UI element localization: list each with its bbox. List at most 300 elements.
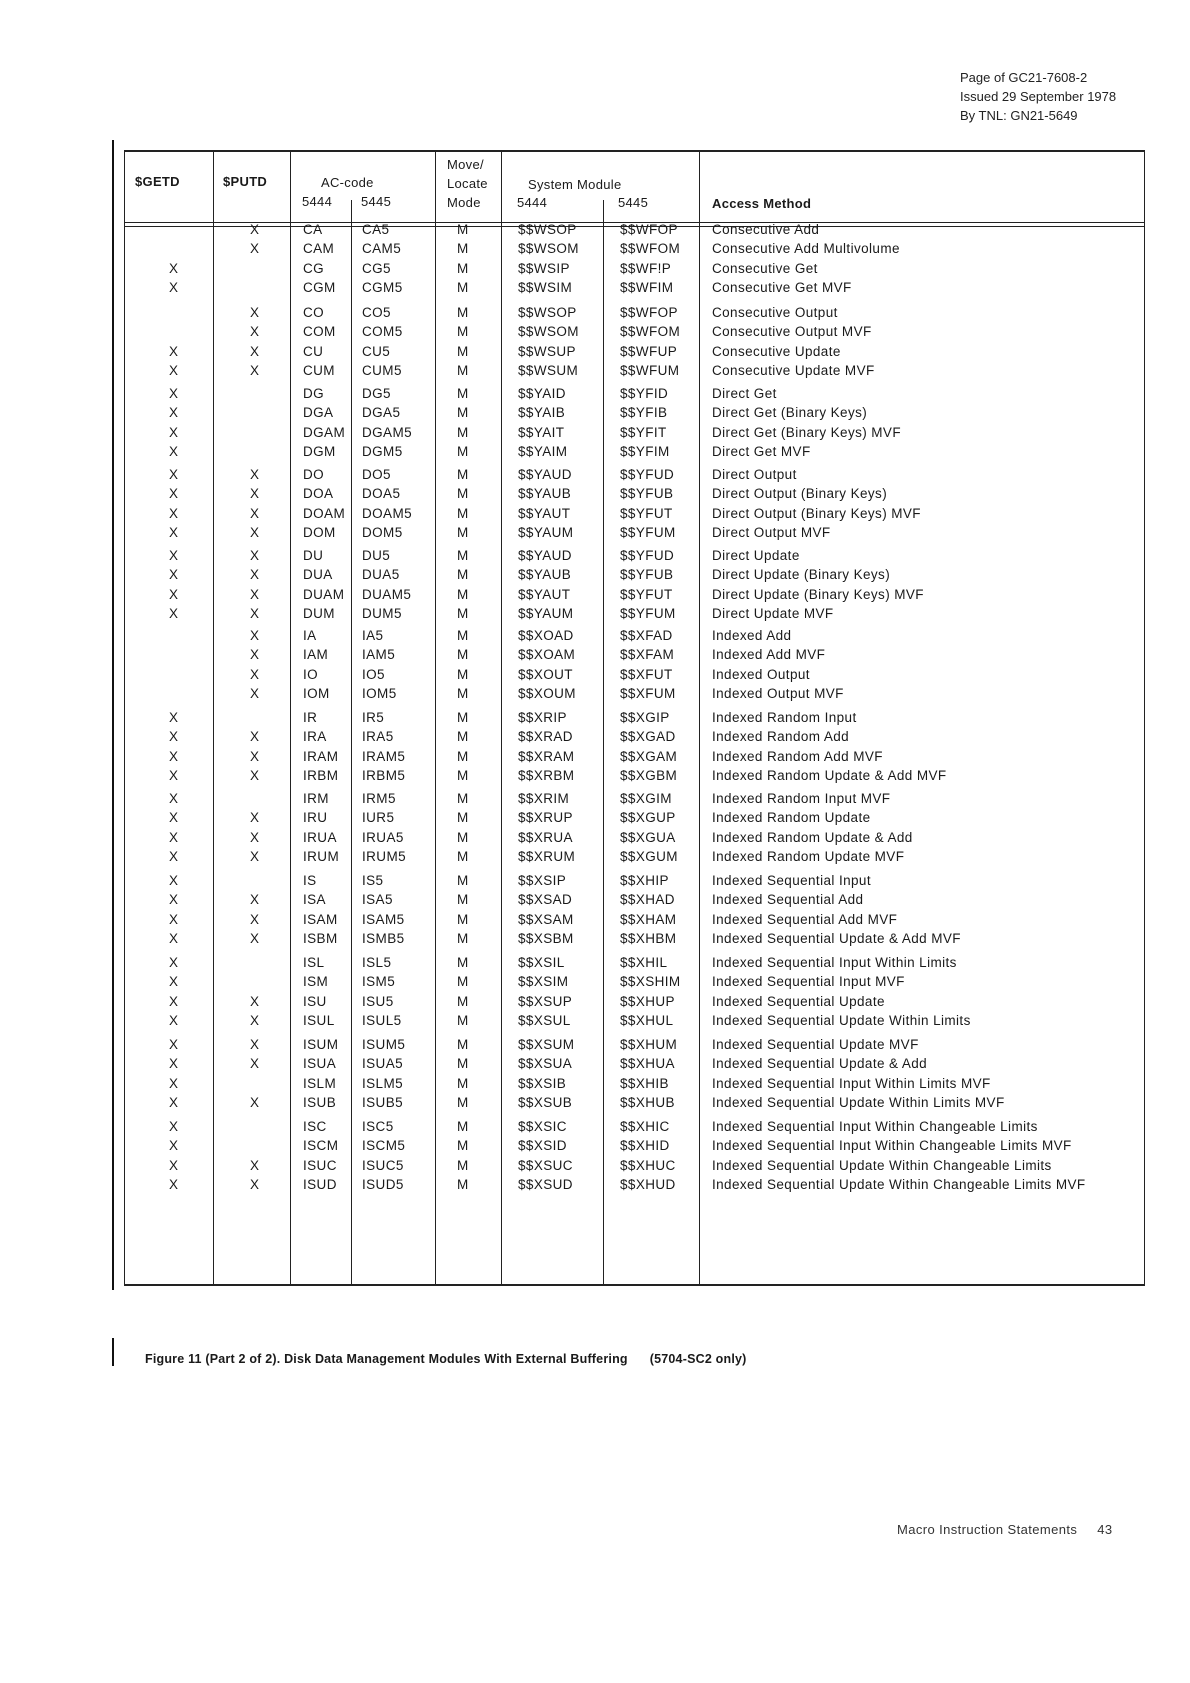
- mode-cell: M: [457, 1012, 469, 1028]
- ac-5445-cell: COM5: [362, 324, 403, 340]
- mode-cell: M: [457, 386, 469, 401]
- mode-cell: M: [457, 505, 469, 521]
- row-group: [125, 873, 1146, 950]
- mode-cell: M: [457, 241, 469, 257]
- getd-cell: X: [169, 279, 179, 295]
- mode-cell: M: [457, 1094, 469, 1110]
- module-5444-cell: $$YAUT: [518, 586, 571, 602]
- module-5444-cell: $$XOUT: [518, 666, 573, 682]
- table-row: [125, 344, 1146, 363]
- mode-cell: M: [457, 524, 469, 540]
- ac-5445-cell: ISAM5: [362, 911, 405, 927]
- module-5445-cell: $$XHUL: [620, 1012, 674, 1028]
- module-5445-cell: $$XHIB: [620, 1075, 669, 1091]
- table-row: [125, 830, 1146, 849]
- module-5444-cell: $$YAID: [518, 386, 566, 401]
- ac-5444-cell: IS: [303, 873, 317, 888]
- ac-5445-cell: ISUC5: [362, 1157, 404, 1173]
- module-5445-cell: $$XHIP: [620, 873, 669, 888]
- mode-cell: M: [457, 279, 469, 295]
- access-method-cell: Direct Output (Binary Keys) MVF: [712, 505, 921, 521]
- access-method-cell: Indexed Sequential Add MVF: [712, 911, 898, 927]
- module-5445-cell: $$WF!P: [620, 260, 672, 276]
- mode-cell: M: [457, 873, 469, 888]
- row-group: [125, 222, 1146, 299]
- module-5445-cell: $$YFUB: [620, 567, 674, 583]
- module-5444-cell: $$YAUD: [518, 548, 572, 563]
- module-5445-cell: $$XGIM: [620, 791, 672, 806]
- ac-5445-cell: IOM5: [362, 685, 397, 701]
- access-method-cell: Indexed Random Update: [712, 810, 871, 826]
- access-method-cell: Indexed Random Update & Add MVF: [712, 767, 947, 783]
- ac-5445-cell: DOAM5: [362, 505, 413, 521]
- ac-5444-cell: DOA: [303, 486, 334, 502]
- ac-5444-cell: ISUM: [303, 1037, 339, 1052]
- module-5445-cell: $$XHUM: [620, 1037, 678, 1052]
- putd-cell: X: [250, 748, 260, 764]
- module-5445-cell: $$XGIP: [620, 710, 670, 725]
- table-row: [125, 486, 1146, 505]
- getd-cell: X: [169, 810, 179, 826]
- module-5444-cell: $$YAUD: [518, 467, 572, 482]
- module-5444-cell: $$XSUL: [518, 1012, 571, 1028]
- getd-cell: X: [169, 586, 179, 602]
- mode-cell: M: [457, 324, 469, 340]
- ac-5445-cell: CU5: [362, 343, 391, 359]
- module-5444-cell: $$YAUM: [518, 605, 574, 621]
- ac-5445-cell: DUA5: [362, 567, 400, 583]
- ac-5444-cell: DGAM: [303, 424, 346, 440]
- ac-5445-cell: IRUA5: [362, 829, 404, 845]
- table-row: [125, 405, 1146, 424]
- access-method-cell: Indexed Sequential Input Within Limits: [712, 955, 957, 970]
- module-5445-cell: $$XHUP: [620, 993, 675, 1009]
- header-system-module: System Module: [528, 177, 622, 192]
- module-5444-cell: $$WSOM: [518, 324, 579, 340]
- table-row: [125, 667, 1146, 686]
- access-method-cell: Indexed Sequential Input Within Changeable Limits MVF: [712, 1138, 1072, 1154]
- module-5444-cell: $$XRAD: [518, 729, 573, 745]
- ac-5445-cell: DGAM5: [362, 424, 413, 440]
- ac-5444-cell: IRBM: [303, 767, 339, 783]
- access-method-cell: Indexed Sequential Update Within Changeable Limits MVF: [712, 1176, 1086, 1192]
- module-5445-cell: $$XFAM: [620, 647, 675, 663]
- module-5444-cell: $$WSOP: [518, 305, 577, 320]
- module-5444-cell: $$XSUM: [518, 1037, 575, 1052]
- module-5445-cell: $$YFUD: [620, 467, 675, 482]
- row-group: [125, 1119, 1146, 1196]
- getd-cell: X: [169, 791, 179, 806]
- getd-cell: X: [169, 1138, 179, 1154]
- mode-cell: M: [457, 748, 469, 764]
- ac-5445-cell: IO5: [362, 666, 385, 682]
- mode-cell: M: [457, 1119, 469, 1134]
- ac-5444-cell: ISBM: [303, 930, 338, 946]
- module-5445-cell: $$XGUA: [620, 829, 676, 845]
- module-5444-cell: $$XRAM: [518, 748, 575, 764]
- module-5444-cell: $$XRUA: [518, 829, 573, 845]
- access-method-cell: Consecutive Update: [712, 343, 841, 359]
- ac-5445-cell: ISC5: [362, 1119, 394, 1134]
- table-row: [125, 647, 1146, 666]
- putd-cell: X: [250, 241, 260, 257]
- module-5444-cell: $$WSUM: [518, 362, 579, 378]
- mode-cell: M: [457, 260, 469, 276]
- getd-cell: X: [169, 362, 179, 378]
- ac-5444-cell: ISAM: [303, 911, 338, 927]
- access-method-cell: Consecutive Get MVF: [712, 279, 852, 295]
- table-row: [125, 729, 1146, 748]
- module-5445-cell: $$YFUD: [620, 548, 675, 563]
- table-row: [125, 1138, 1146, 1157]
- module-5444-cell: $$YAIM: [518, 443, 568, 459]
- getd-cell: X: [169, 1075, 179, 1091]
- getd-cell: X: [169, 1119, 179, 1134]
- access-method-cell: Indexed Sequential Input: [712, 873, 871, 888]
- ac-5444-cell: ISC: [303, 1119, 327, 1134]
- access-method-cell: Indexed Output: [712, 666, 810, 682]
- access-method-cell: Direct Update MVF: [712, 605, 834, 621]
- ac-5444-cell: IRA: [303, 729, 327, 745]
- ac-5444-cell: DUA: [303, 567, 333, 583]
- module-5444-cell: $$XRIM: [518, 791, 570, 806]
- access-method-cell: Direct Get (Binary Keys) MVF: [712, 424, 901, 440]
- page-reference: Page of GC21-7608-2: [960, 70, 1088, 85]
- module-5445-cell: $$XHIC: [620, 1119, 670, 1134]
- header-locate: Locate: [447, 176, 488, 191]
- ac-5445-cell: ISUB5: [362, 1094, 404, 1110]
- ac-5445-cell: IRA5: [362, 729, 394, 745]
- ac-5445-cell: IRM5: [362, 791, 396, 806]
- header-mode: Mode: [447, 195, 481, 210]
- header-getd: $GETD: [135, 174, 180, 189]
- ac-5444-cell: ISUB: [303, 1094, 337, 1110]
- row-group: [125, 1037, 1146, 1114]
- getd-cell: X: [169, 605, 179, 621]
- ac-5445-cell: ISL5: [362, 955, 392, 970]
- ac-5444-cell: IRU: [303, 810, 328, 826]
- table-row: [125, 749, 1146, 768]
- access-method-cell: Direct Output (Binary Keys): [712, 486, 888, 502]
- module-5444-cell: $$WSIM: [518, 279, 573, 295]
- access-method-cell: Indexed Sequential Update MVF: [712, 1037, 919, 1052]
- ac-5444-cell: DG: [303, 386, 325, 401]
- table-row: [125, 548, 1146, 567]
- getd-cell: X: [169, 1094, 179, 1110]
- tnl-reference: By TNL: GN21-5649: [960, 108, 1078, 123]
- getd-cell: X: [169, 1056, 179, 1072]
- ac-5445-cell: CGM5: [362, 279, 403, 295]
- getd-cell: X: [169, 955, 179, 970]
- access-method-cell: Indexed Sequential Add: [712, 892, 864, 908]
- table-row: [125, 1056, 1146, 1075]
- getd-cell: X: [169, 748, 179, 764]
- table-row: [125, 974, 1146, 993]
- table-row: [125, 892, 1146, 911]
- module-5445-cell: $$YFUB: [620, 486, 674, 502]
- table-row: [125, 324, 1146, 343]
- getd-cell: X: [169, 911, 179, 927]
- module-5444-cell: $$XSUB: [518, 1094, 573, 1110]
- ac-5445-cell: ISCM5: [362, 1138, 406, 1154]
- ac-5444-cell: IOM: [303, 685, 330, 701]
- access-method-cell: Indexed Sequential Update Within Limits MVF: [712, 1094, 1005, 1110]
- ac-5445-cell: ISA5: [362, 892, 393, 908]
- issue-date: Issued 29 September 1978: [960, 89, 1117, 104]
- getd-cell: X: [169, 567, 179, 583]
- module-5445-cell: $$XGUP: [620, 810, 676, 826]
- mode-cell: M: [457, 628, 469, 643]
- putd-cell: X: [250, 911, 260, 927]
- access-method-cell: Consecutive Get: [712, 260, 818, 276]
- access-method-cell: Indexed Random Input MVF: [712, 791, 891, 806]
- getd-cell: X: [169, 260, 179, 276]
- module-5445-cell: $$YFIB: [620, 405, 668, 421]
- module-5445-cell: $$XSHIM: [620, 974, 681, 990]
- module-5444-cell: $$YAUB: [518, 567, 572, 583]
- ac-5445-cell: DG5: [362, 386, 391, 401]
- getd-cell: X: [169, 829, 179, 845]
- module-5444-cell: $$XSIP: [518, 873, 567, 888]
- row-group: [125, 628, 1146, 705]
- table-row: [125, 444, 1146, 463]
- module-5445-cell: $$XFUM: [620, 685, 676, 701]
- putd-cell: X: [250, 305, 260, 320]
- table-row: [125, 1013, 1146, 1032]
- module-5445-cell: $$YFUT: [620, 586, 673, 602]
- ac-5445-cell: DGA5: [362, 405, 401, 421]
- module-5444-cell: $$WSOP: [518, 222, 577, 237]
- module-5445-cell: $$XGBM: [620, 767, 678, 783]
- ac-5444-cell: ISUA: [303, 1056, 337, 1072]
- getd-cell: X: [169, 343, 179, 359]
- ac-5445-cell: IUR5: [362, 810, 395, 826]
- putd-cell: X: [250, 729, 260, 745]
- ac-5445-cell: IRBM5: [362, 767, 406, 783]
- module-5445-cell: $$YFIT: [620, 424, 667, 440]
- getd-cell: X: [169, 930, 179, 946]
- ac-5445-cell: IR5: [362, 710, 385, 725]
- mode-cell: M: [457, 605, 469, 621]
- mode-cell: M: [457, 222, 469, 237]
- mode-cell: M: [457, 666, 469, 682]
- table-row: [125, 606, 1146, 625]
- mode-cell: M: [457, 911, 469, 927]
- mode-cell: M: [457, 993, 469, 1009]
- ac-5445-cell: DU5: [362, 548, 391, 563]
- mode-cell: M: [457, 810, 469, 826]
- ac-5444-cell: IAM: [303, 647, 329, 663]
- putd-cell: X: [250, 848, 260, 864]
- ac-5444-cell: ISU: [303, 993, 327, 1009]
- module-5444-cell: $$YAUB: [518, 486, 572, 502]
- access-method-cell: Direct Update (Binary Keys) MVF: [712, 586, 924, 602]
- getd-cell: X: [169, 1176, 179, 1192]
- module-5445-cell: $$XFUT: [620, 666, 673, 682]
- mode-cell: M: [457, 647, 469, 663]
- table-row: [125, 1177, 1146, 1196]
- table-row: [125, 525, 1146, 544]
- module-5444-cell: $$XSAM: [518, 911, 574, 927]
- module-5444-cell: $$YAIT: [518, 424, 565, 440]
- module-5444-cell: $$XRIP: [518, 710, 567, 725]
- access-method-cell: Indexed Sequential Input MVF: [712, 974, 905, 990]
- module-5445-cell: $$WFUM: [620, 362, 680, 378]
- mode-cell: M: [457, 974, 469, 990]
- mode-cell: M: [457, 405, 469, 421]
- ac-5445-cell: IS5: [362, 873, 384, 888]
- table-row: [125, 280, 1146, 299]
- getd-cell: X: [169, 848, 179, 864]
- mode-cell: M: [457, 486, 469, 502]
- ac-5445-cell: DO5: [362, 467, 391, 482]
- row-group: [125, 548, 1146, 625]
- access-method-cell: Indexed Sequential Update Within Changeable Limits: [712, 1157, 1052, 1173]
- module-5445-cell: $$YFIM: [620, 443, 670, 459]
- ac-5444-cell: ISUD: [303, 1176, 337, 1192]
- mode-cell: M: [457, 548, 469, 563]
- getd-cell: X: [169, 1037, 179, 1052]
- mode-cell: M: [457, 1157, 469, 1173]
- module-5444-cell: $$YAIB: [518, 405, 566, 421]
- putd-cell: X: [250, 222, 260, 237]
- module-5445-cell: $$XGUM: [620, 848, 678, 864]
- ac-5444-cell: IRAM: [303, 748, 339, 764]
- putd-cell: X: [250, 605, 260, 621]
- putd-cell: X: [250, 930, 260, 946]
- table-row: [125, 1158, 1146, 1177]
- ac-5445-cell: DOA5: [362, 486, 401, 502]
- figure-caption-text: Figure 11 (Part 2 of 2). Disk Data Management Modules With External Buffering: [145, 1352, 628, 1366]
- access-method-cell: Direct Get: [712, 386, 777, 401]
- module-5445-cell: $$XGAM: [620, 748, 678, 764]
- getd-cell: X: [169, 710, 179, 725]
- module-5444-cell: $$XSUP: [518, 993, 573, 1009]
- putd-cell: X: [250, 1056, 260, 1072]
- ac-5444-cell: CO: [303, 305, 325, 320]
- access-method-cell: Indexed Output MVF: [712, 685, 844, 701]
- ac-5445-cell: DGM5: [362, 443, 403, 459]
- putd-cell: X: [250, 628, 260, 643]
- module-5444-cell: $$WSIP: [518, 260, 570, 276]
- footer-page-number: 43: [1097, 1522, 1113, 1537]
- ac-5445-cell: ISU5: [362, 993, 394, 1009]
- module-5444-cell: $$WSOM: [518, 241, 579, 257]
- table-row: [125, 768, 1146, 787]
- ac-5445-cell: CA5: [362, 222, 390, 237]
- putd-cell: X: [250, 1037, 260, 1052]
- table-row: [125, 506, 1146, 525]
- putd-cell: X: [250, 993, 260, 1009]
- module-5445-cell: $$WFOP: [620, 222, 678, 237]
- module-5445-cell: $$YFUT: [620, 505, 673, 521]
- putd-cell: X: [250, 505, 260, 521]
- mode-cell: M: [457, 1056, 469, 1072]
- module-5444-cell: $$XSIC: [518, 1119, 567, 1134]
- module-5444-cell: $$XRUP: [518, 810, 573, 826]
- getd-cell: X: [169, 729, 179, 745]
- table-row: [125, 994, 1146, 1013]
- ac-5444-cell: CA: [303, 222, 323, 237]
- getd-cell: X: [169, 974, 179, 990]
- mode-cell: M: [457, 467, 469, 482]
- access-method-cell: Direct Output MVF: [712, 524, 831, 540]
- ac-5444-cell: IRUM: [303, 848, 340, 864]
- putd-cell: X: [250, 1012, 260, 1028]
- mode-cell: M: [457, 955, 469, 970]
- table-row: [125, 931, 1146, 950]
- ac-5444-cell: CGM: [303, 279, 336, 295]
- putd-cell: X: [250, 892, 260, 908]
- modules-table: [124, 150, 1145, 1286]
- access-method-cell: Direct Update: [712, 548, 800, 563]
- module-5444-cell: $$XSAD: [518, 892, 573, 908]
- row-group: [125, 467, 1146, 544]
- table-row: [125, 386, 1146, 405]
- table-row: [125, 1119, 1146, 1138]
- ac-5444-cell: ISCM: [303, 1138, 339, 1154]
- putd-cell: X: [250, 343, 260, 359]
- table-row: [125, 1095, 1146, 1114]
- row-group: [125, 710, 1146, 787]
- putd-cell: X: [250, 666, 260, 682]
- module-5444-cell: $$XSIL: [518, 955, 565, 970]
- table-row: [125, 567, 1146, 586]
- module-5444-cell: $$XSUD: [518, 1176, 573, 1192]
- footer-section: Macro Instruction Statements: [897, 1522, 1078, 1537]
- ac-5445-cell: CUM5: [362, 362, 402, 378]
- module-5445-cell: $$XHID: [620, 1138, 670, 1154]
- mode-cell: M: [457, 710, 469, 725]
- module-5444-cell: $$XOAD: [518, 628, 574, 643]
- getd-cell: X: [169, 767, 179, 783]
- ac-5445-cell: ISMB5: [362, 930, 405, 946]
- mode-cell: M: [457, 1176, 469, 1192]
- module-5444-cell: $$YAUM: [518, 524, 574, 540]
- putd-cell: X: [250, 685, 260, 701]
- mode-cell: M: [457, 1075, 469, 1091]
- ac-5445-cell: DOM5: [362, 524, 403, 540]
- mode-cell: M: [457, 567, 469, 583]
- getd-cell: X: [169, 424, 179, 440]
- mode-cell: M: [457, 829, 469, 845]
- mode-cell: M: [457, 685, 469, 701]
- putd-cell: X: [250, 767, 260, 783]
- module-5445-cell: $$YFID: [620, 386, 669, 401]
- module-5445-cell: $$WFUP: [620, 343, 678, 359]
- access-method-cell: Consecutive Output: [712, 305, 838, 320]
- ac-5445-cell: IAM5: [362, 647, 396, 663]
- change-bar-table: [112, 140, 114, 1290]
- module-5444-cell: $$XOAM: [518, 647, 576, 663]
- getd-cell: X: [169, 443, 179, 459]
- table-row: [125, 587, 1146, 606]
- putd-cell: X: [250, 1094, 260, 1110]
- putd-cell: X: [250, 1157, 260, 1173]
- module-5445-cell: $$WFOM: [620, 241, 681, 257]
- putd-cell: X: [250, 486, 260, 502]
- module-5445-cell: $$YFUM: [620, 605, 676, 621]
- module-5445-cell: $$WFOP: [620, 305, 678, 320]
- ac-5444-cell: DUAM: [303, 586, 345, 602]
- table-row: [125, 791, 1146, 810]
- getd-cell: X: [169, 524, 179, 540]
- ac-5444-cell: ISUC: [303, 1157, 337, 1173]
- access-method-cell: Indexed Sequential Update Within Limits: [712, 1012, 971, 1028]
- module-5445-cell: $$XHUB: [620, 1094, 675, 1110]
- getd-cell: X: [169, 1157, 179, 1173]
- putd-cell: X: [250, 567, 260, 583]
